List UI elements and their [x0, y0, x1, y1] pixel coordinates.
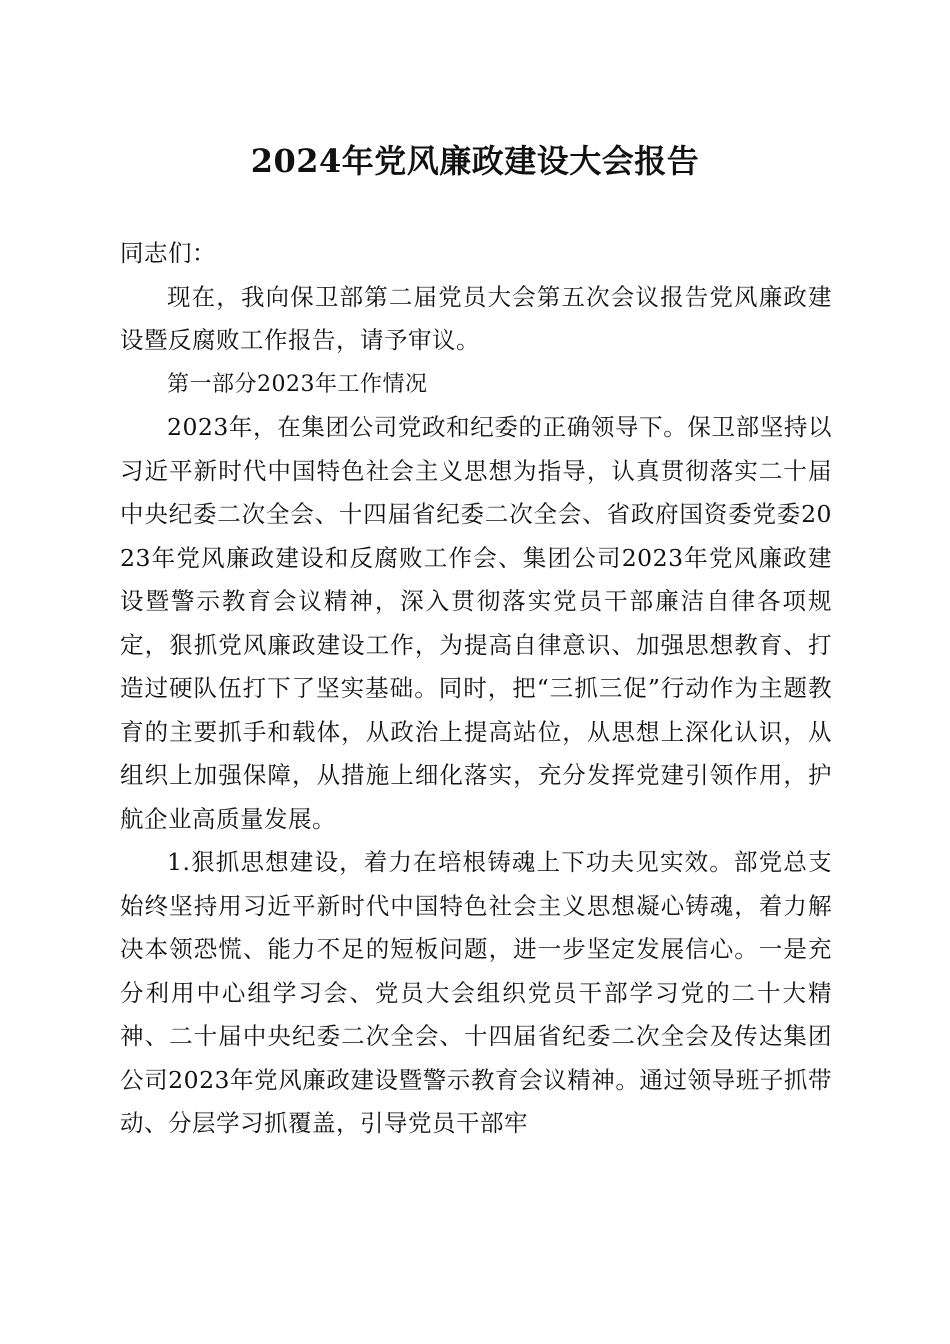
document-body [120, 232, 832, 1146]
section-paragraph-1: 2023年，在集团公司党政和纪委的正确领导下。保卫部坚持以习近平新时代中国特色社会主义思想为指导，认真贯彻落实二十届中央纪委二次全会、十四届省纪委二次全会、省政府国资委党委2023年党风廉政建设和反腐败工作会、集团公司2023年党风廉政建设暨警示教育会议精神，深入贯彻落实党员干部廉洁自律各项规定，狠抓党风廉政建设工作，为提高自律意识、加强思想教育、打造过硬队伍打下了坚实基础。同时，把“三抓三促”行动作为主题教育的主要抓手和载体，从政治上提高站位，从思想上深化认识，从组织上加强保障，从措施上细化落实，充分发挥党建引领作用，护航企业高质量发展。 [120, 413, 832, 833]
section-heading: 第一部分2023年工作情况 [167, 371, 428, 397]
opening-paragraph: 现在，我向保卫部第二届党员大会第五次会议报告党风廉政建设暨反腐败工作报告，请予审议。 [120, 282, 832, 354]
document-title: 2024年党风廉政建设大会报告 [250, 142, 700, 180]
salutation: 同志们： [120, 239, 216, 267]
section-paragraph-2: 1.狠抓思想建设，着力在培根铸魂上下功夫见实效。部党总支始终坚持用习近平新时代中国特色社会主义思想凝心铸魂，着力解决本领恐慌、能力不足的短板问题，进一步坚定发展信心。一是充分利用中心组学习会、党员大会组织党员干部学习党的二十大精神、二十届中央纪委二次全会、十四届省纪委二次全会及传达集团公司2023年党风廉政建设暨警示教育会议精神。通过领导班子抓带动、分层学习抓覆盖，引导党员干部牢 [120, 848, 832, 1137]
